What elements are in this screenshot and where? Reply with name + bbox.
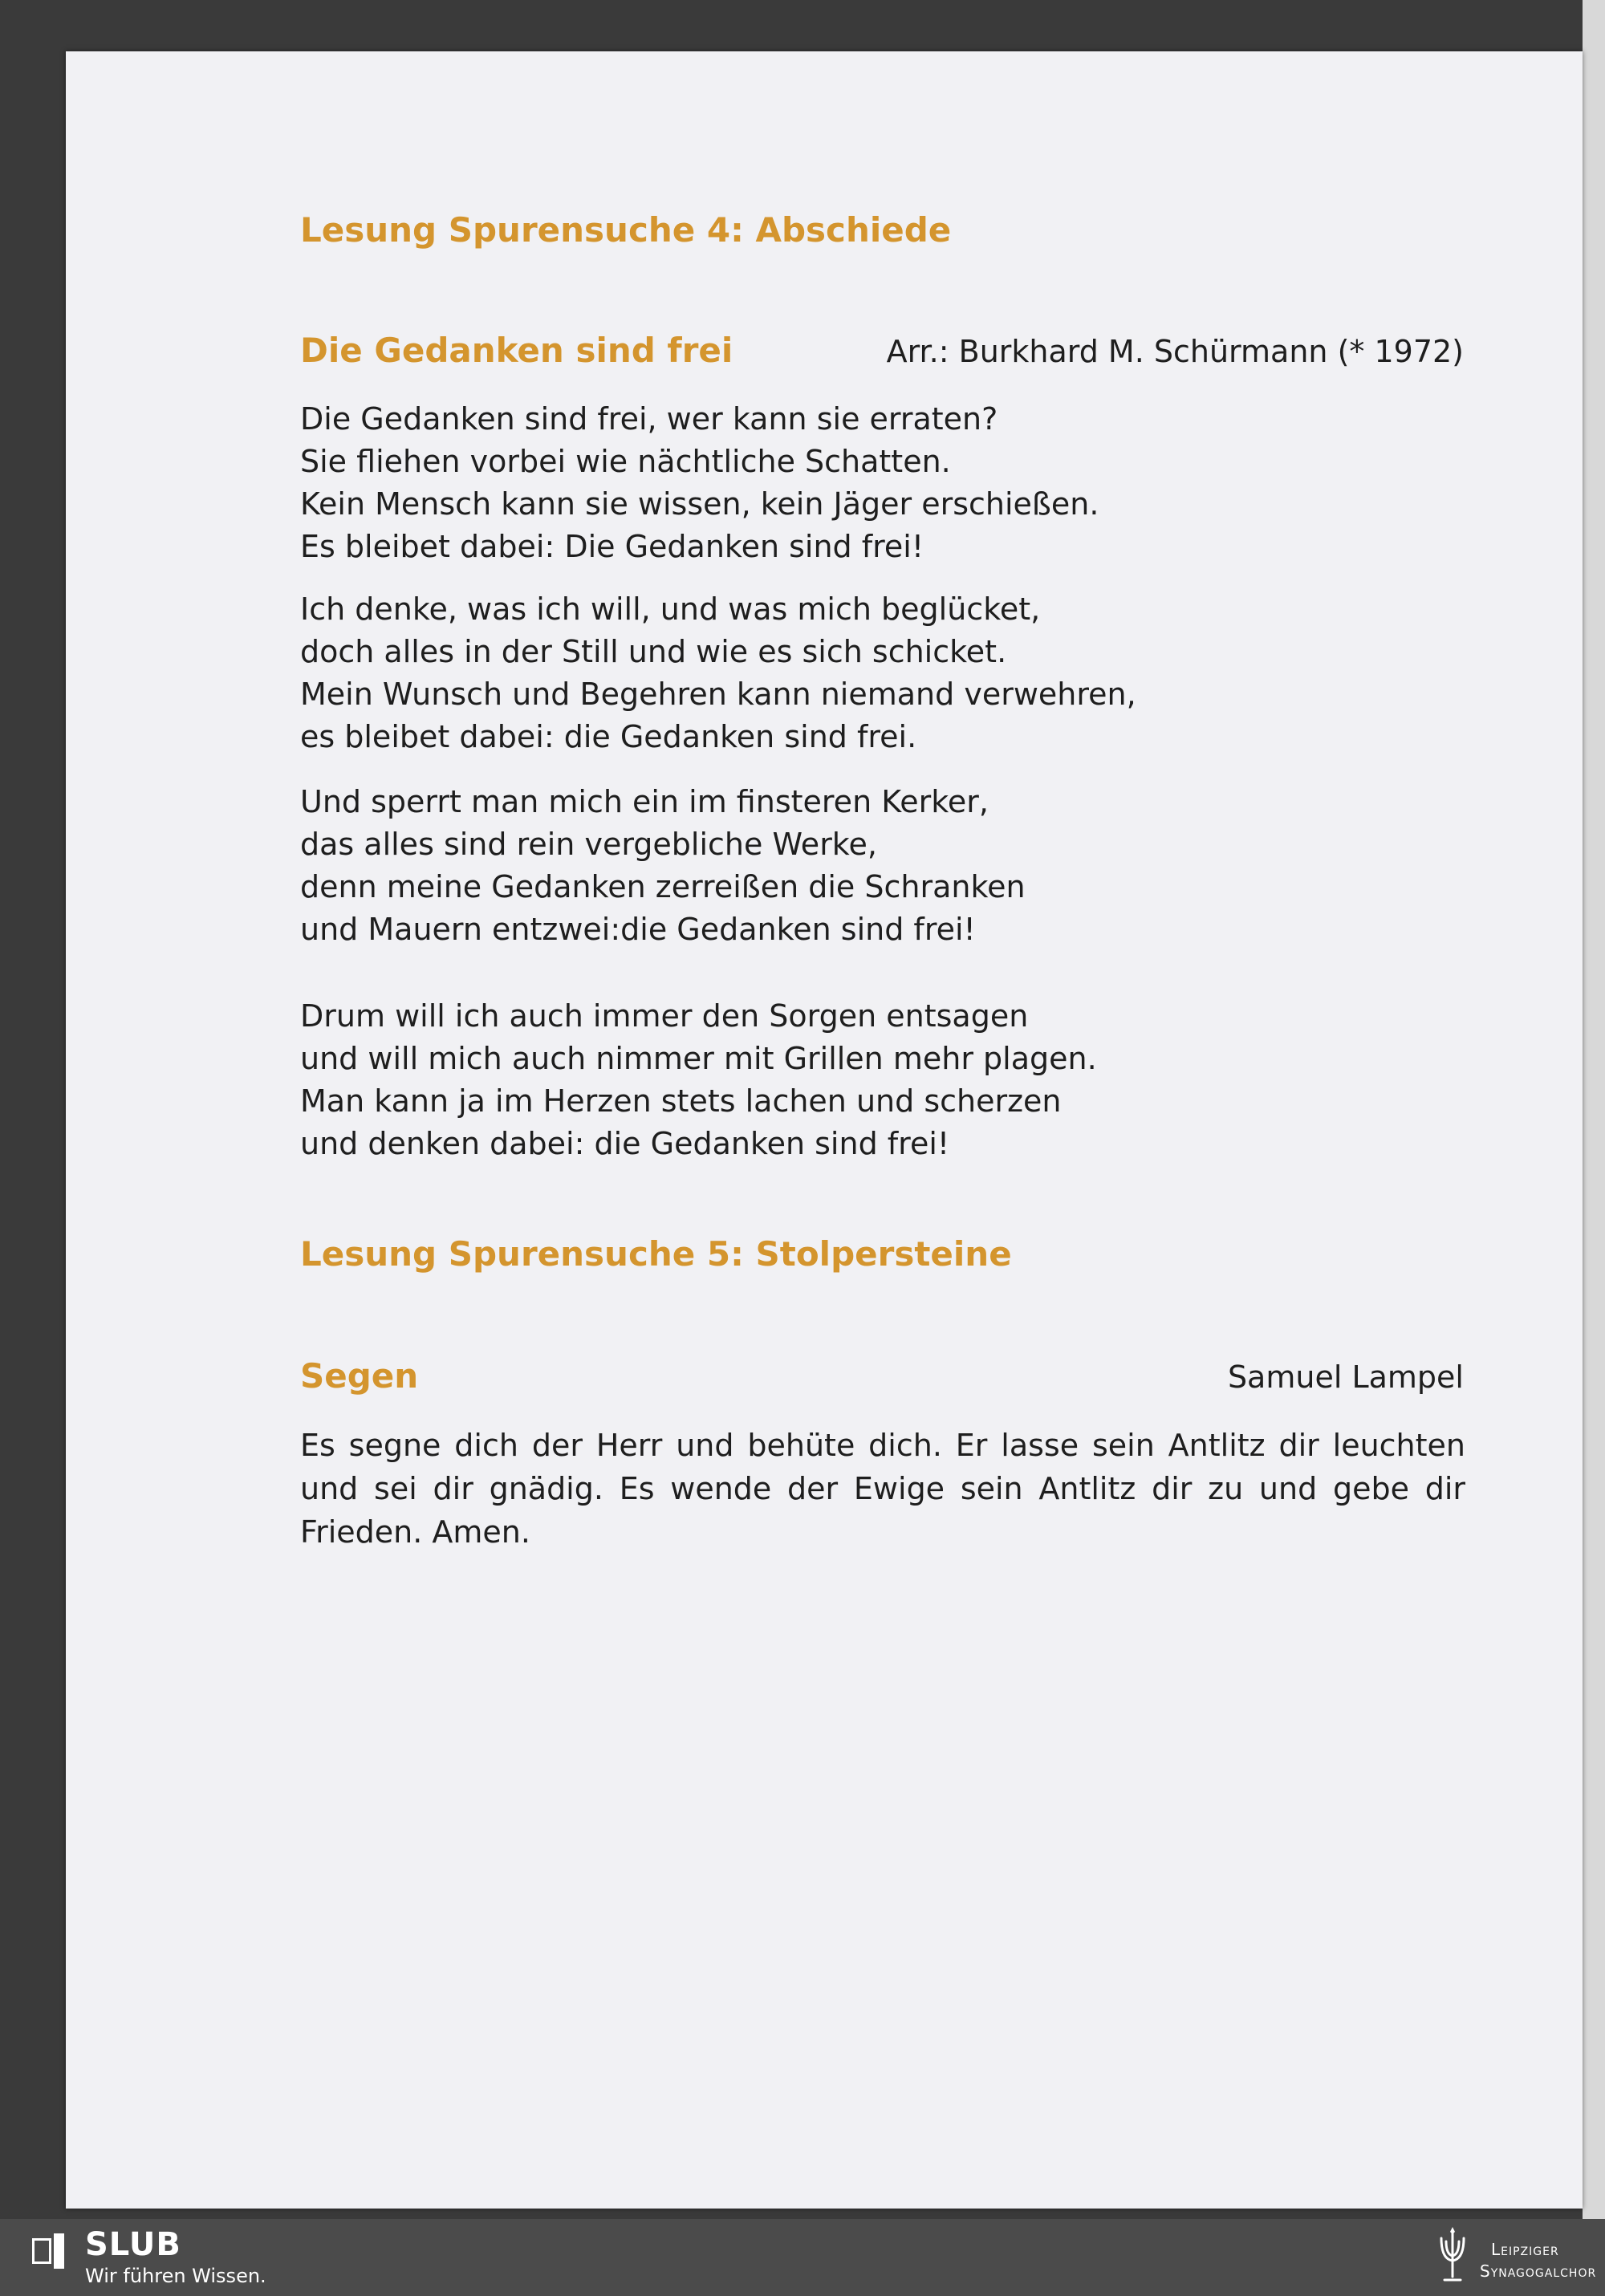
section-heading-stolpersteine: Lesung Spurensuche 5: Stolpersteine bbox=[300, 1234, 1012, 1274]
blessing-text: Es segne dich der Herr und behüte dich. Er lasse sein Antlitz dir leuchten und sei dir gnädig. Es wende der Ewige sein Antlitz dir zu und gebe dir Frieden. Amen. bbox=[300, 1428, 1465, 1550]
stanza-3 bbox=[300, 781, 1026, 951]
stanza-line: Es bleibet dabei: Die Gedanken sind frei! bbox=[300, 529, 924, 564]
menorah-icon bbox=[1436, 2227, 1469, 2285]
scanner-edge bbox=[1583, 0, 1605, 2219]
stanza-line: doch alles in der Still und wie es sich schicket. bbox=[300, 634, 1007, 669]
stanza-line: Kein Mensch kann sie wissen, kein Jäger erschießen. bbox=[300, 486, 1099, 522]
stanza-2 bbox=[300, 588, 1136, 758]
choir-name-line2: Synagogalchor bbox=[1480, 2261, 1597, 2281]
stanza-line: Ich denke, was ich will, und was mich beglücket, bbox=[300, 591, 1041, 627]
stanza-line: Man kann ja im Herzen stets lachen und scherzen bbox=[300, 1083, 1062, 1119]
section-heading-abschiede: Lesung Spurensuche 4: Abschiede bbox=[300, 210, 952, 250]
library-name: SLUB bbox=[85, 2226, 181, 2263]
stanza-line: Drum will ich auch immer den Sorgen entsagen bbox=[300, 998, 1029, 1034]
stanza-line: und Mauern entzwei:die Gedanken sind frei! bbox=[300, 912, 976, 947]
song-title: Die Gedanken sind frei bbox=[300, 331, 733, 370]
stanza-line: das alles sind rein vergebliche Werke, bbox=[300, 827, 877, 862]
blessing-title: Segen bbox=[300, 1356, 419, 1396]
stanza-line: und will mich auch nimmer mit Grillen mehr plagen. bbox=[300, 1041, 1097, 1076]
song-arranger-credit: Arr.: Burkhard M. Schürmann (* 1972) bbox=[886, 334, 1464, 369]
stanza-line: es bleibet dabei: die Gedanken sind frei. bbox=[300, 719, 917, 754]
stanza-1 bbox=[300, 398, 1099, 568]
stanza-line: denn meine Gedanken zerreißen die Schranken bbox=[300, 869, 1026, 904]
stanza-line: Sie fliehen vorbei wie nächtliche Schatten. bbox=[300, 444, 951, 479]
slub-book-icon bbox=[32, 2233, 64, 2269]
stanza-line: und denken dabei: die Gedanken sind frei! bbox=[300, 1126, 950, 1161]
choir-name-line1: Leipziger bbox=[1491, 2240, 1559, 2259]
stanza-4 bbox=[300, 995, 1097, 1165]
blessing-author-credit: Samuel Lampel bbox=[1227, 1359, 1464, 1395]
library-tagline: Wir führen Wissen. bbox=[85, 2265, 266, 2287]
stanza-line: Mein Wunsch und Begehren kann niemand verwehren, bbox=[300, 677, 1136, 712]
stanza-line: Und sperrt man mich ein im finsteren Kerker, bbox=[300, 784, 989, 819]
stanza-line: Die Gedanken sind frei, wer kann sie erraten? bbox=[300, 401, 998, 437]
